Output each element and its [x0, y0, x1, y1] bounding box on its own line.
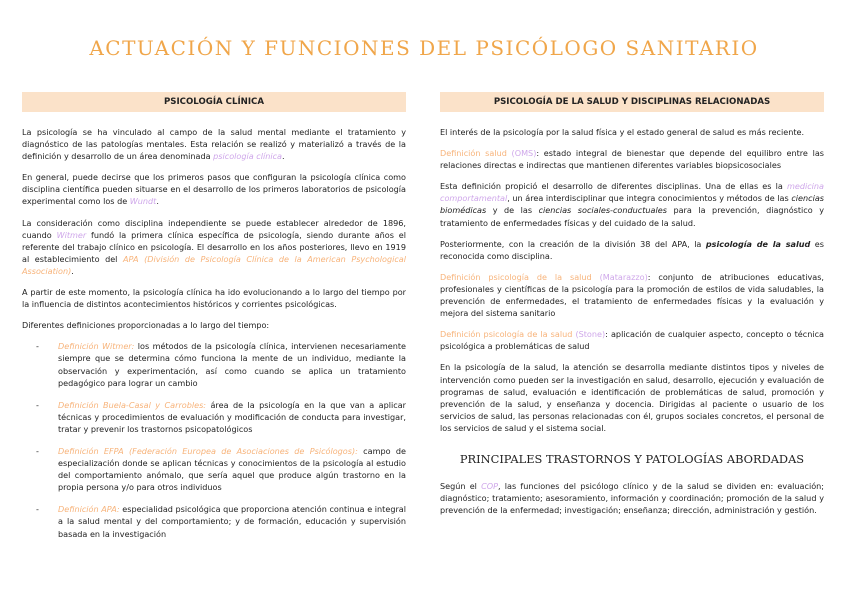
paragraph-medicina-comportamental: Esta definición propició el desarrollo de diferentes disciplinas. Una de ellas es la medicina comportamental, un área interdisciplinar que integra conocimientos y métodos de las ciencias biomédicas y de las ciencias sociales-conductuales para la prevención, diagnóstico y tratamiento de enfermedades físicas y del cuidado de la salud. [440, 181, 824, 228]
paragraph-origins: En general, puede decirse que los primeros pasos que configuran la psicología clínica como disciplina científica pueden situarse en el desarrollo de los primeros laboratorios de psicología experimental como los de Wundt. [22, 172, 406, 207]
page-title: ACTUACIÓN Y FUNCIONES DEL PSICÓLOGO SANITARIO [89, 36, 759, 60]
section-header-psicologia-clinica: PSICOLOGÍA CLÍNICA [22, 92, 406, 112]
paragraph-division-38: Posteriormente, con la creación de la división 38 del APA, la psicología de la salud es reconocida como disciplina. [440, 238, 824, 261]
definition-source: (Matarazzo) [591, 271, 648, 282]
paragraph-intervention: En la psicología de la salud, la atención se desarrolla mediante distintos tipos y niveles de intervención como pueden ser la investigación en salud, desarrollo, ejecución y evaluación de programas de salud, evaluación e identificación de problemáticas de salud, promoción y prevención de la salud, y enseñanza y docencia. Dirigidas al paciente o usuario de los servicios de salud, las personas relacionadas con él, grupos sociales concretos, el personal de los servicios de salud y el sistema social. [440, 362, 824, 433]
definition-source: (Stone) [572, 329, 606, 340]
definitions-list [22, 340, 406, 539]
paragraph-cop-functions: Según el COP, las funciones del psicólogo clínico y de la salud se dividen en: evaluación; diagnóstico; tratamiento; asesoramiento, información y coordinación; promoción de la salud y prevención de la enfermedad; investigación; enseñanza; dirección, administración y gestión. [440, 480, 824, 516]
left-column [22, 92, 406, 550]
term-psicologia-clinica: psicología clínica [213, 151, 283, 162]
right-column [440, 92, 824, 525]
subtitle-trastornos: PRINCIPALES TRASTORNOS Y PATOLOGÍAS ABORDADAS [459, 451, 805, 466]
term-apa-division: APA (División de Psicología Clínica de la American Psychological Association) [22, 253, 406, 276]
term-witmer: Witmer [56, 229, 87, 240]
paragraph-health-interest: El interés de la psicología por la salud física y el estado general de salud es más reciente. [440, 127, 805, 137]
paragraph-def-stone: Definición psicología de la salud (Stone): aplicación de cualquier aspecto, concepto o técnica psicológica a problemáticas de salud [440, 329, 824, 352]
section-header-psicologia-salud: PSICOLOGÍA DE LA SALUD Y DISCIPLINAS RELACIONADAS [440, 92, 824, 112]
term-psicologia-salud: psicología de la salud [705, 238, 811, 249]
paragraph-def-salud: Definición salud (OMS): estado integral de bienestar que depende del equilibro entre las relaciones directas e indirectas que mantienen diferentes variables biopsicosociales [440, 148, 825, 171]
list-item: - Definición EFPA (Federación Europea de Asociaciones de Psicólogos): campo de especialización donde se aplican técnicas y conocimientos de la psicología al estudio del comportamiento anómalo, que sería aquel que produce algún trastorno en la propia persona y/o para otros individuos [36, 445, 407, 493]
definition-name: Definición psicología de la salud [440, 329, 573, 340]
paragraph-definitions-intro: Diferentes definiciones proporcionadas a lo largo del tiempo: [22, 320, 270, 331]
definition-name: Definición Witmer: [58, 341, 135, 352]
definition-name: Definición EFPA (Federación Europea de Asociaciones de Psicólogos): [58, 445, 358, 456]
definition-name: Definición psicología de la salud [440, 271, 592, 282]
paragraph-witmer: La consideración como disciplina independiente se puede establecer alrededor de 1896, cuando Witmer fundó la primera clínica específica de psicología, siendo durante años el referente del trabajo clínico en psicología. El desarrollo en los años posteriores, llevo en 1919 al establecimiento del APA (División de Psicología Clínica de la American Psychological Association). [22, 217, 406, 276]
paragraph-intro: La psicología se ha vinculado al campo de la salud mental mediante el tratamiento y diagnóstico de las patologías mentales. Esta relación se realizó y materializó a través de la definición y desarrollo de un área denominada psicología clínica. [22, 127, 406, 162]
paragraph-def-matarazzo: Definición psicología de la salud (Matarazzo): conjunto de atribuciones educativas, profesionales y científicas de la psicología para la promoción de estilos de vida saludables, la prevención de enfermedades, el tratamiento de enfermedades físicas y la evaluación y mejora del sistema sanitario [440, 271, 824, 319]
list-item: - Definición Witmer: los métodos de la psicología clínica, intervienen necesariamente siempre que se determina cómo funciona la mente de un individuo, mediante la observación y experimentación, así como cuando se aplica un tratamiento pedagógico para lograr un cambio [36, 341, 407, 388]
paragraph-evolution: A partir de este momento, la psicología clínica ha ido evolucionando a lo largo del tiempo por la influencia de distintos acontecimientos históricos y corrientes psicológicas. [22, 287, 406, 310]
definition-name: Definición salud [440, 148, 507, 159]
definition-name: Definición APA: [58, 504, 120, 515]
term-cop: COP [481, 480, 499, 491]
term-medicina-comportamental: medicina comportamental [440, 181, 824, 204]
list-item: - Definición Buela-Casal y Carrobles: área de la psicología en la que van a aplicar técnicas y procedimientos de evaluación y modificación de conducta para investigar, tratar y prevenir los trastornos psicopatológicos [36, 399, 407, 434]
list-item: - Definición APA: especialidad psicológica que proporciona atención continua e integral a la salud mental y del comportamiento; y de formación, educación y supervisión basada en la investigación [36, 504, 406, 539]
term-wundt: Wundt [129, 196, 157, 207]
definition-source: (OMS) [506, 148, 537, 159]
definition-name: Definición Buela-Casal y Carrobles: [58, 399, 207, 410]
